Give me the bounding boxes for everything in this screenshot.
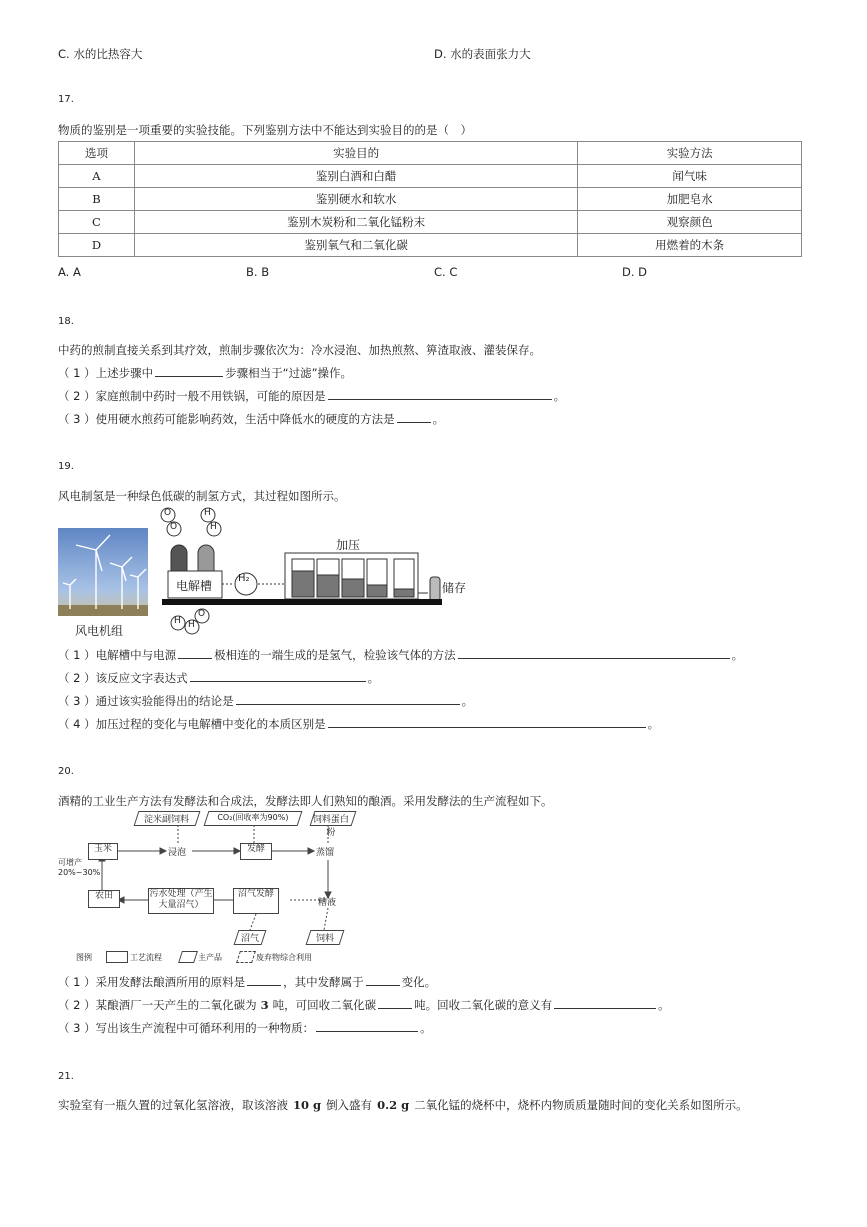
q20-part3 xyxy=(58,1020,432,1036)
table-cell: B xyxy=(59,188,135,211)
answer-blank[interactable] xyxy=(247,974,281,986)
flow-rice: 玉米 xyxy=(88,843,118,860)
store-label: 储存 xyxy=(442,581,467,595)
press-label: 加压 xyxy=(336,538,361,552)
q21-text3: 二氧化锰的烧杯中，烧杯内物质质量随时间的变化关系如图所示。 xyxy=(414,1098,748,1112)
q18-part1 xyxy=(58,365,352,381)
table-row xyxy=(59,188,802,211)
table-cell: 加肥皂水 xyxy=(578,188,802,211)
answer-blank[interactable] xyxy=(316,1020,418,1032)
q18-part2-end: 。 xyxy=(553,389,566,403)
q19-part4-text: （ 4 ）加压过程的变化与电解槽中变化的本质区别是 xyxy=(58,717,326,731)
q18-part1-text: （ 1 ）上述步骤中 xyxy=(58,366,154,380)
answer-blank[interactable] xyxy=(155,365,223,377)
atom-h: H xyxy=(174,616,181,626)
atom-h: H xyxy=(210,522,217,532)
q18-part3-text: （ 3 ）使用硬水煎药可能影响药效，生活中降低水的硬度的方法是 xyxy=(58,412,395,426)
h2-label: H₂ xyxy=(238,573,250,584)
answer-blank[interactable] xyxy=(236,693,460,705)
table-header: 实验方法 xyxy=(578,142,802,165)
table-row xyxy=(59,234,802,257)
flow-field: 农田 xyxy=(88,890,120,908)
table-cell: 鉴别氧气和二氧化碳 xyxy=(134,234,577,257)
atom-h: H xyxy=(204,508,211,518)
flow-biogas-box xyxy=(234,930,267,945)
q21-text2: 倒入盛有 xyxy=(326,1098,373,1112)
flow-top-feed-box xyxy=(134,811,201,826)
table-cell: 闻气味 xyxy=(578,165,802,188)
answer-blank[interactable] xyxy=(554,997,656,1009)
q16-option-c: C. 水的比热容大 xyxy=(58,47,143,61)
q18-part2-text: （ 2 ）家庭煎制中药时一般不用铁锅，可能的原因是 xyxy=(58,389,326,403)
answer-blank[interactable] xyxy=(458,647,730,659)
legend-process: 工艺流程 xyxy=(130,953,162,962)
q19-part1-text2: 极相连的一端生成的是氢气，检验该气体的方法 xyxy=(214,648,456,662)
turbine-caption: 风电机组 xyxy=(75,624,124,638)
q20-part2 xyxy=(58,997,670,1013)
q19-part2-text: （ 2 ）该反应文字表达式 xyxy=(58,671,188,685)
answer-blank[interactable] xyxy=(328,388,552,400)
atom-o: O xyxy=(170,522,178,532)
table-header: 选项 xyxy=(59,142,135,165)
flow-waste-liquid: 糟液 xyxy=(318,898,337,908)
q17-option-a: A. A xyxy=(58,265,81,279)
table-cell: C xyxy=(59,211,135,234)
q20-part3-end: 。 xyxy=(420,1021,432,1035)
flow-top-protein: 饲料蛋白粉 xyxy=(312,815,349,838)
q20-part2-text: （ 2 ）某酿酒厂一天产生的二氧化碳为 xyxy=(58,998,257,1012)
q20-co2-value: 3 xyxy=(260,998,269,1012)
q21-mass-solution: 10 g xyxy=(293,1098,322,1112)
atom-o: O xyxy=(198,609,206,619)
table-cell: 观察颜色 xyxy=(578,211,802,234)
table-cell: 用燃着的木条 xyxy=(578,234,802,257)
legend-box-process xyxy=(106,951,128,963)
flow-top-feed: 淀米副饲料 xyxy=(144,815,190,825)
table-cell: A xyxy=(59,165,135,188)
q20-part2-text2: 吨，可回收二氧化碳 xyxy=(272,998,377,1012)
flow-top-protein-box xyxy=(310,811,357,838)
q21-mass-mno2: 0.2 g xyxy=(377,1098,410,1112)
flow-biogas: 沼气 xyxy=(240,934,259,944)
q19-part1-end: 。 xyxy=(731,648,744,662)
q20-part2-end: 。 xyxy=(658,998,670,1012)
q18-part1-text2: 步骤相当于“过滤”操作。 xyxy=(225,366,353,380)
table-cell: D xyxy=(59,234,135,257)
wind-hydrogen-figure xyxy=(58,505,470,641)
q17-number: 17. xyxy=(58,94,74,105)
table-row xyxy=(59,165,802,188)
flow-ferment: 发酵 xyxy=(240,843,272,860)
q19-part4 xyxy=(58,716,659,732)
tank-label: 电解槽 xyxy=(176,579,213,593)
q19-part3-end: 。 xyxy=(461,694,474,708)
q18-part2 xyxy=(58,388,565,404)
q19-part2-end: 。 xyxy=(367,671,380,685)
q19-number: 19. xyxy=(58,461,74,472)
q21-text: 实验室有一瓶久置的过氧化氢溶液，取该溶液 xyxy=(58,1098,288,1112)
q20-part2-text3: 吨。回收二氧化碳的意义有 xyxy=(414,998,553,1012)
q19-stem: 风电制氢是一种绿色低碳的制氢方式，其过程如图所示。 xyxy=(58,489,346,503)
wind-turbine-photo xyxy=(58,528,148,616)
table-header-row xyxy=(59,142,802,165)
q17-table xyxy=(58,141,802,257)
flow-biogas-ferment: 沼气发酵 xyxy=(233,888,279,914)
q21-number: 21. xyxy=(58,1071,74,1082)
q20-stem: 酒精的工业生产方法有发酵法和合成法，发酵法即人们熟知的酿酒。采用发酵法的生产流程如下。 xyxy=(58,794,553,808)
q20-part1-text2: ，其中发酵属于 xyxy=(283,975,364,989)
q18-stem: 中药的煎制直接关系到其疗效，煎制步骤依次为：冷水浸泡、加热煎熬、箅渣取液、灌装保存。 xyxy=(58,343,541,357)
table-header: 实验目的 xyxy=(134,142,577,165)
q18-number: 18. xyxy=(58,316,74,327)
q18-part3 xyxy=(58,411,444,427)
q19-part3 xyxy=(58,693,473,709)
q17-option-b: B. B xyxy=(246,265,270,279)
answer-blank[interactable] xyxy=(378,997,412,1009)
q19-part4-end: 。 xyxy=(647,717,660,731)
flow-feed-box xyxy=(306,930,345,945)
table-cell: 鉴别木炭粉和二氧化锰粉末 xyxy=(134,211,577,234)
q19-part1-text: （ 1 ）电解槽中与电源 xyxy=(58,648,177,662)
atom-o: O xyxy=(164,508,172,518)
legend-label: 图例 xyxy=(76,953,92,962)
answer-blank[interactable] xyxy=(178,647,212,659)
flow-top-co2-box xyxy=(204,811,303,826)
flow-distill: 蒸馏 xyxy=(316,848,335,858)
flow-feed: 饲料 xyxy=(315,934,334,944)
q19-part2 xyxy=(58,670,379,686)
legend-waste: 废弃物综合利用 xyxy=(256,953,312,962)
flow-side-note: 可增产 20%~30% xyxy=(58,858,101,878)
q18-part3-end: 。 xyxy=(432,412,445,426)
legend-product: 主产品 xyxy=(198,953,222,962)
q20-number: 20. xyxy=(58,766,74,777)
q20-part1-end: 变化。 xyxy=(401,975,437,989)
q19-part1 xyxy=(58,647,743,663)
flow-top-co2: CO₂(回收率为90%) xyxy=(217,813,289,822)
answer-blank[interactable] xyxy=(190,670,366,682)
q20-part1-text: （ 1 ）采用发酵法酿酒所用的原料是 xyxy=(58,975,246,989)
answer-blank[interactable] xyxy=(366,974,400,986)
table-row xyxy=(59,211,802,234)
q17-option-c: C. C xyxy=(434,265,458,279)
flow-soak: 浸泡 xyxy=(168,848,187,858)
figure-graphic xyxy=(58,505,470,641)
table-cell: 鉴别白酒和白醋 xyxy=(134,165,577,188)
q16-option-d: D. 水的表面张力大 xyxy=(434,47,531,61)
table-cell: 鉴别硬水和软水 xyxy=(134,188,577,211)
answer-blank[interactable] xyxy=(397,411,431,423)
q17-option-d: D. D xyxy=(622,265,648,279)
q19-part3-text: （ 3 ）通过该实验能得出的结论是 xyxy=(58,694,234,708)
q20-part3-text: （ 3 ）写出该生产流程中可循环利用的一种物质： xyxy=(58,1021,315,1035)
atom-h: H xyxy=(188,620,195,630)
flow-wastewater: 污水处理（产生大量沼气） xyxy=(148,888,214,914)
q17-stem: 物质的鉴别是一项重要的实验技能。下列鉴别方法中不能达到实验目的的是（ ） xyxy=(58,123,472,137)
q20-part1 xyxy=(58,974,436,990)
fermentation-flowchart xyxy=(58,808,388,968)
answer-blank[interactable] xyxy=(328,716,646,728)
q21-stem xyxy=(58,1097,748,1113)
